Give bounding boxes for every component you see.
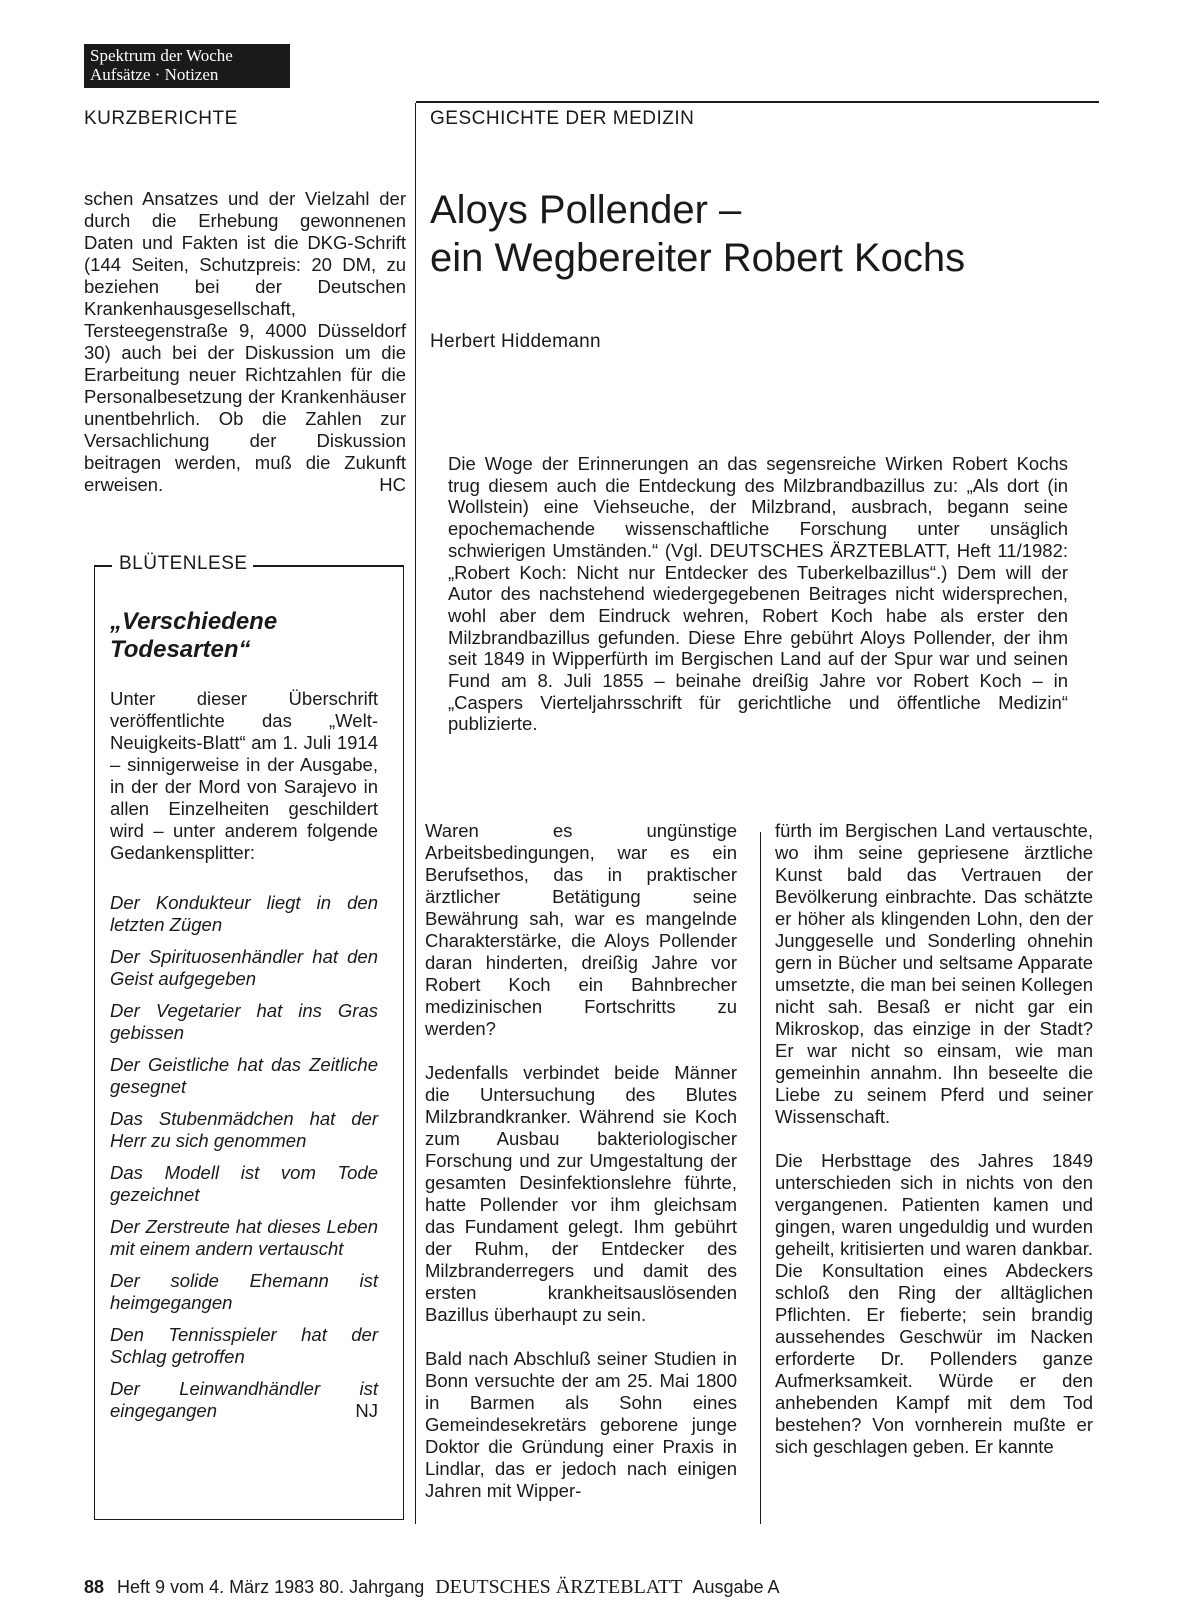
quote-item-last: [110, 1378, 378, 1422]
column-divider: [760, 832, 761, 1524]
article-author: Herbert Hiddemann: [430, 331, 601, 352]
quote-item: Der Kondukteur liegt in den letzten Zügen: [110, 892, 378, 935]
left-column-text: [84, 188, 406, 496]
paragraph: Die Herbsttage des Jahres 1849 unterschieden sich in nichts von den vergangenen. Patienten kamen und gingen, waren ungeduldig und wurden geheilt, kritisierten und waren dankbar. Die Konsultation eines Abdeckers schloß den Ring der alltäglichen Pflichten. Er fieberte; sein brandig aussehendes Geschwür im Nacken erforderte Dr. Pollenders ganze Aufmerksamkeit. Würde er den anhebenden Kampf mit dem Tod bestehen? Von vornherein mußte er sich geschlagen geben. Er kannte: [775, 1150, 1093, 1457]
paragraph: Jedenfalls verbindet beide Männer die Untersuchung des Blutes Milzbrandkranker. Während sie Koch zum Ausbau bakteriologischer Forschung und zur Umgestaltung der gesamten Desinfektionslehre führte, hatte Pollender vor ihm gleichsam das Fundament gelegt. Ihm gebührt der Ruhm, der Entdecker des Milzbranderregers und damit des ersten krankheitsauslösenden Bazillus überhaupt zu sein.: [425, 1062, 737, 1325]
article-column-1: [425, 820, 737, 1524]
left-signature: HC: [379, 474, 406, 495]
page-number: 88: [84, 1577, 105, 1597]
quote-item: Das Stubenmädchen hat der Herr zu sich genommen: [110, 1108, 378, 1151]
article-column-2: [775, 820, 1093, 1480]
masthead-line2: Aufsätze · Notizen: [90, 65, 219, 84]
title-line1: Aloys Pollender –: [430, 188, 742, 232]
quote-item: Der Vegetarier hat ins Gras gebissen: [110, 1000, 378, 1043]
page-footer: [84, 1576, 780, 1599]
box-heading: „Verschiedene Todesarten“: [110, 608, 278, 663]
left-paragraph: schen Ansatzes und der Vielzahl der durch die Erhebung gewonnenen Daten und Fakten ist die DKG-Schrift (144 Seiten, Schutzpreis: 20 DM, zu beziehen bei der Deutschen Krankenhausgesellschaft, Tersteegenstraße 9, 4000 Düsseldorf 30) auch bei der Diskussion um die Erarbeitung neuer Richtzahlen für die Personalbesetzung der Krankenhäuser unentbehrlich. Ob die Zahlen zur Versachlichung der Diskussion beitragen werden, muß die Zukunft erweisen.: [84, 188, 406, 495]
quote-item: Den Tennisspieler hat der Schlag getroffen: [110, 1324, 378, 1367]
box-intro: [110, 688, 378, 864]
article-title: [430, 186, 1090, 282]
quote-item: Der Spirituosenhändler hat den Geist aufgegeben: [110, 946, 378, 989]
quote-list: [110, 892, 378, 1432]
quote-text: Der Leinwandhändler ist eingegangen: [110, 1378, 378, 1421]
quote-item: Der solide Ehemann ist heimgegangen: [110, 1270, 378, 1313]
paragraph: fürth im Bergischen Land vertauschte, wo ihm seine gepriesene ärztliche Kunst bald das Vertrauen der Bevölkerung einbrachte. Das schätzte er höher als klingenden Lohn, den der Junggeselle und Sonderling ohnehin gern in Bücher und seltsame Apparate umsetzte, die man bei seinen Kollegen nicht sah. Besaß er nicht gar ein Mikroskop, das einzige in der Stadt? Er war nicht so einsam, wie man gemeinhin annahm. Ihn beseelte die Liebe zu seinem Pferd und seiner Wissenschaft.: [775, 820, 1093, 1127]
journal-name: DEUTSCHES ÄRZTEBLATT: [435, 1576, 683, 1598]
masthead: [84, 44, 290, 88]
title-line2: ein Wegbereiter Robert Kochs: [430, 236, 966, 280]
column-divider: [415, 103, 416, 1524]
edition: Ausgabe A: [692, 1577, 780, 1597]
masthead-line1: Spektrum der Woche: [90, 46, 233, 65]
article-lead: [448, 453, 1068, 735]
box-signature: NJ: [355, 1400, 378, 1421]
article-section-heading: GESCHICHTE DER MEDIZIN: [430, 108, 695, 129]
quote-item: Der Geistliche hat das Zeitliche gesegnet: [110, 1054, 378, 1097]
box-border: [94, 565, 112, 567]
box-border: [253, 565, 404, 567]
quote-item: Der Zerstreute hat dieses Leben mit einem andern vertauscht: [110, 1216, 378, 1259]
left-section-heading: KURZBERICHTE: [84, 108, 238, 129]
box-intro-text: Unter dieser Überschrift veröffentlichte das „Welt-Neuigkeits-Blatt“ am 1. Juli 1914 – sinnigerweise in der Ausgabe, in der der Mord von Sarajevo in allen Einzelheiten geschildert wird – unter anderem folgende Gedankensplitter:: [110, 688, 378, 863]
box-label: BLÜTENLESE: [119, 553, 248, 574]
paragraph: Waren es ungünstige Arbeitsbedingungen, war es ein Berufsethos, das in praktischer ärztlicher Betätigung seine Bewährung sah, war es mangelnde Charakterstärke, die Aloys Pollender daran hinderten, dreißig Jahre vor Robert Koch ein Bahnbrecher medizinischen Fortschritts zu werden?: [425, 820, 737, 1039]
top-rule: [416, 101, 1099, 103]
issue-info: Heft 9 vom 4. März 1983 80. Jahrgang: [117, 1577, 425, 1597]
lead-text: Die Woge der Erinnerungen an das segensreiche Wirken Robert Kochs trug diesem auch die Entdeckung des Milzbrandbazillus zu: „Als dort (in Wollstein) eine Viehseuche, der Milzbrand, ausbrach, begann seine epochemachende wissenschaftliche Forschung unter unsäglich schwierigen Umständen.“ (Vgl. DEUTSCHES ÄRZTEBLATT, Heft 11/1982: „Robert Koch: Nicht nur Entdecker des Tuberkelbazillus“.) Dem will der Autor des nachstehend wiedergegebenen Beitrages nicht widersprechen, wohl aber dem Eindruck wehren, Robert Koch habe als erster den Milzbrandbazillus gefunden. Diese Ehre gebührt Aloys Pollender, der ihm seit 1849 in Wipperfürth im Bergischen Land auf der Spur war und seinen Fund am 8. Juli 1855 – beinahe dreißig Jahre vor Robert Koch – in „Caspers Vierteljahrsschrift für gerichtliche und öffentliche Medizin“ publizierte.: [448, 453, 1068, 735]
paragraph: Bald nach Abschluß seiner Studien in Bonn versuchte der am 25. Mai 1800 in Barmen als Sohn eines Gemeindesekretärs geborene junge Doktor die Gründung einer Praxis in Lindlar, das er jedoch nach einigen Jahren mit Wipper-: [425, 1348, 737, 1501]
quote-item: Das Modell ist vom Tode gezeichnet: [110, 1162, 378, 1205]
